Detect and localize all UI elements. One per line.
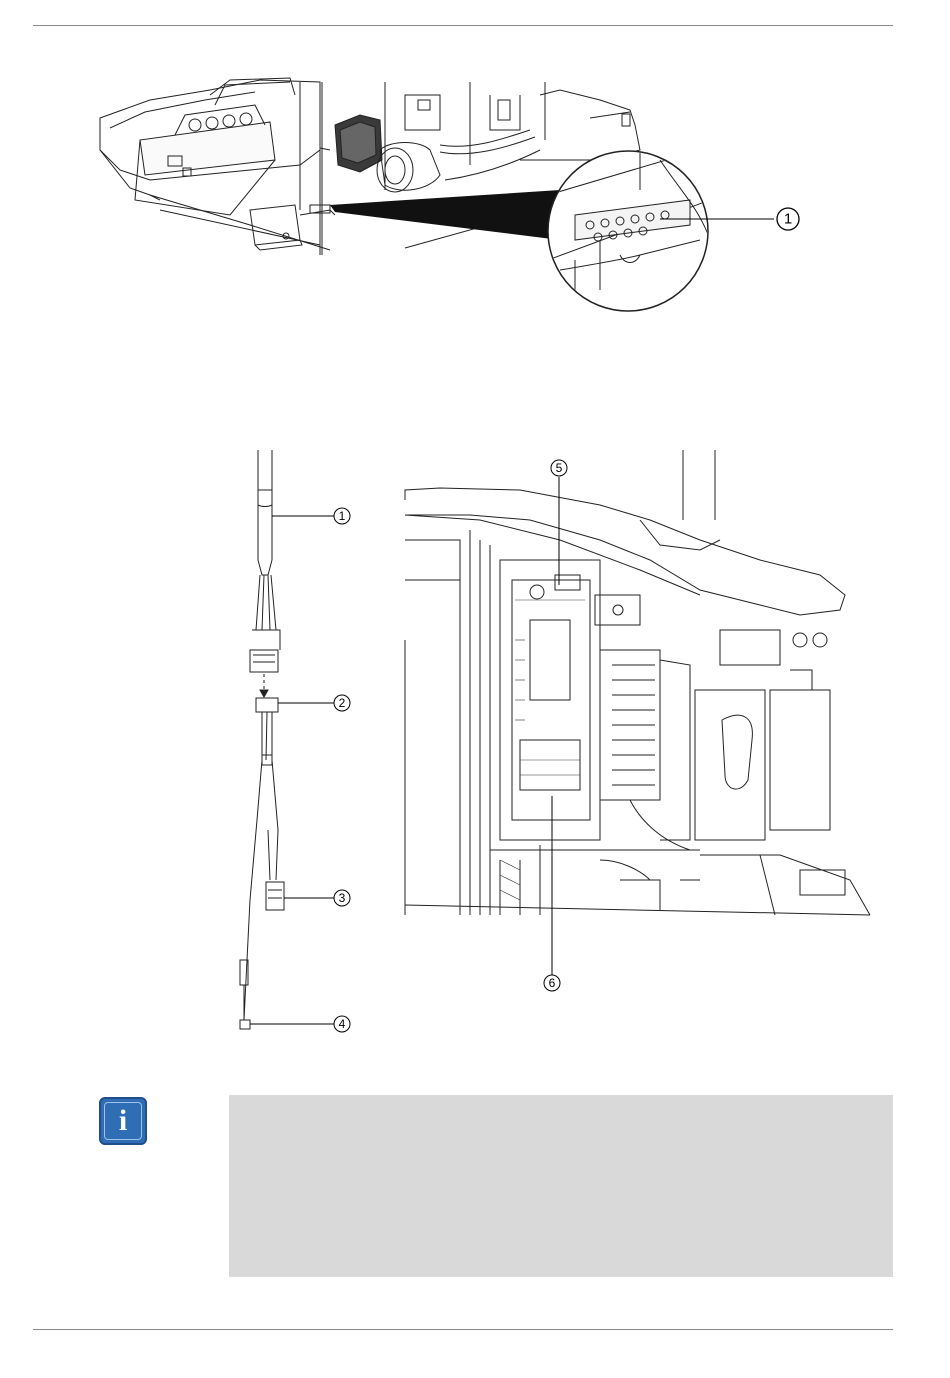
info-icon (99, 1097, 147, 1145)
callout-label: 5 (555, 461, 563, 475)
footer-rule (33, 1329, 893, 1330)
info-icon-glyph: i (118, 1104, 128, 1137)
callout-label: 6 (548, 976, 556, 990)
callout-label: 3 (338, 891, 346, 905)
callout-label: 1 (783, 210, 793, 228)
callout-label: 4 (338, 1017, 346, 1031)
note-box (229, 1095, 893, 1277)
callout-label: 2 (338, 696, 346, 710)
callout-label: 1 (338, 509, 346, 523)
